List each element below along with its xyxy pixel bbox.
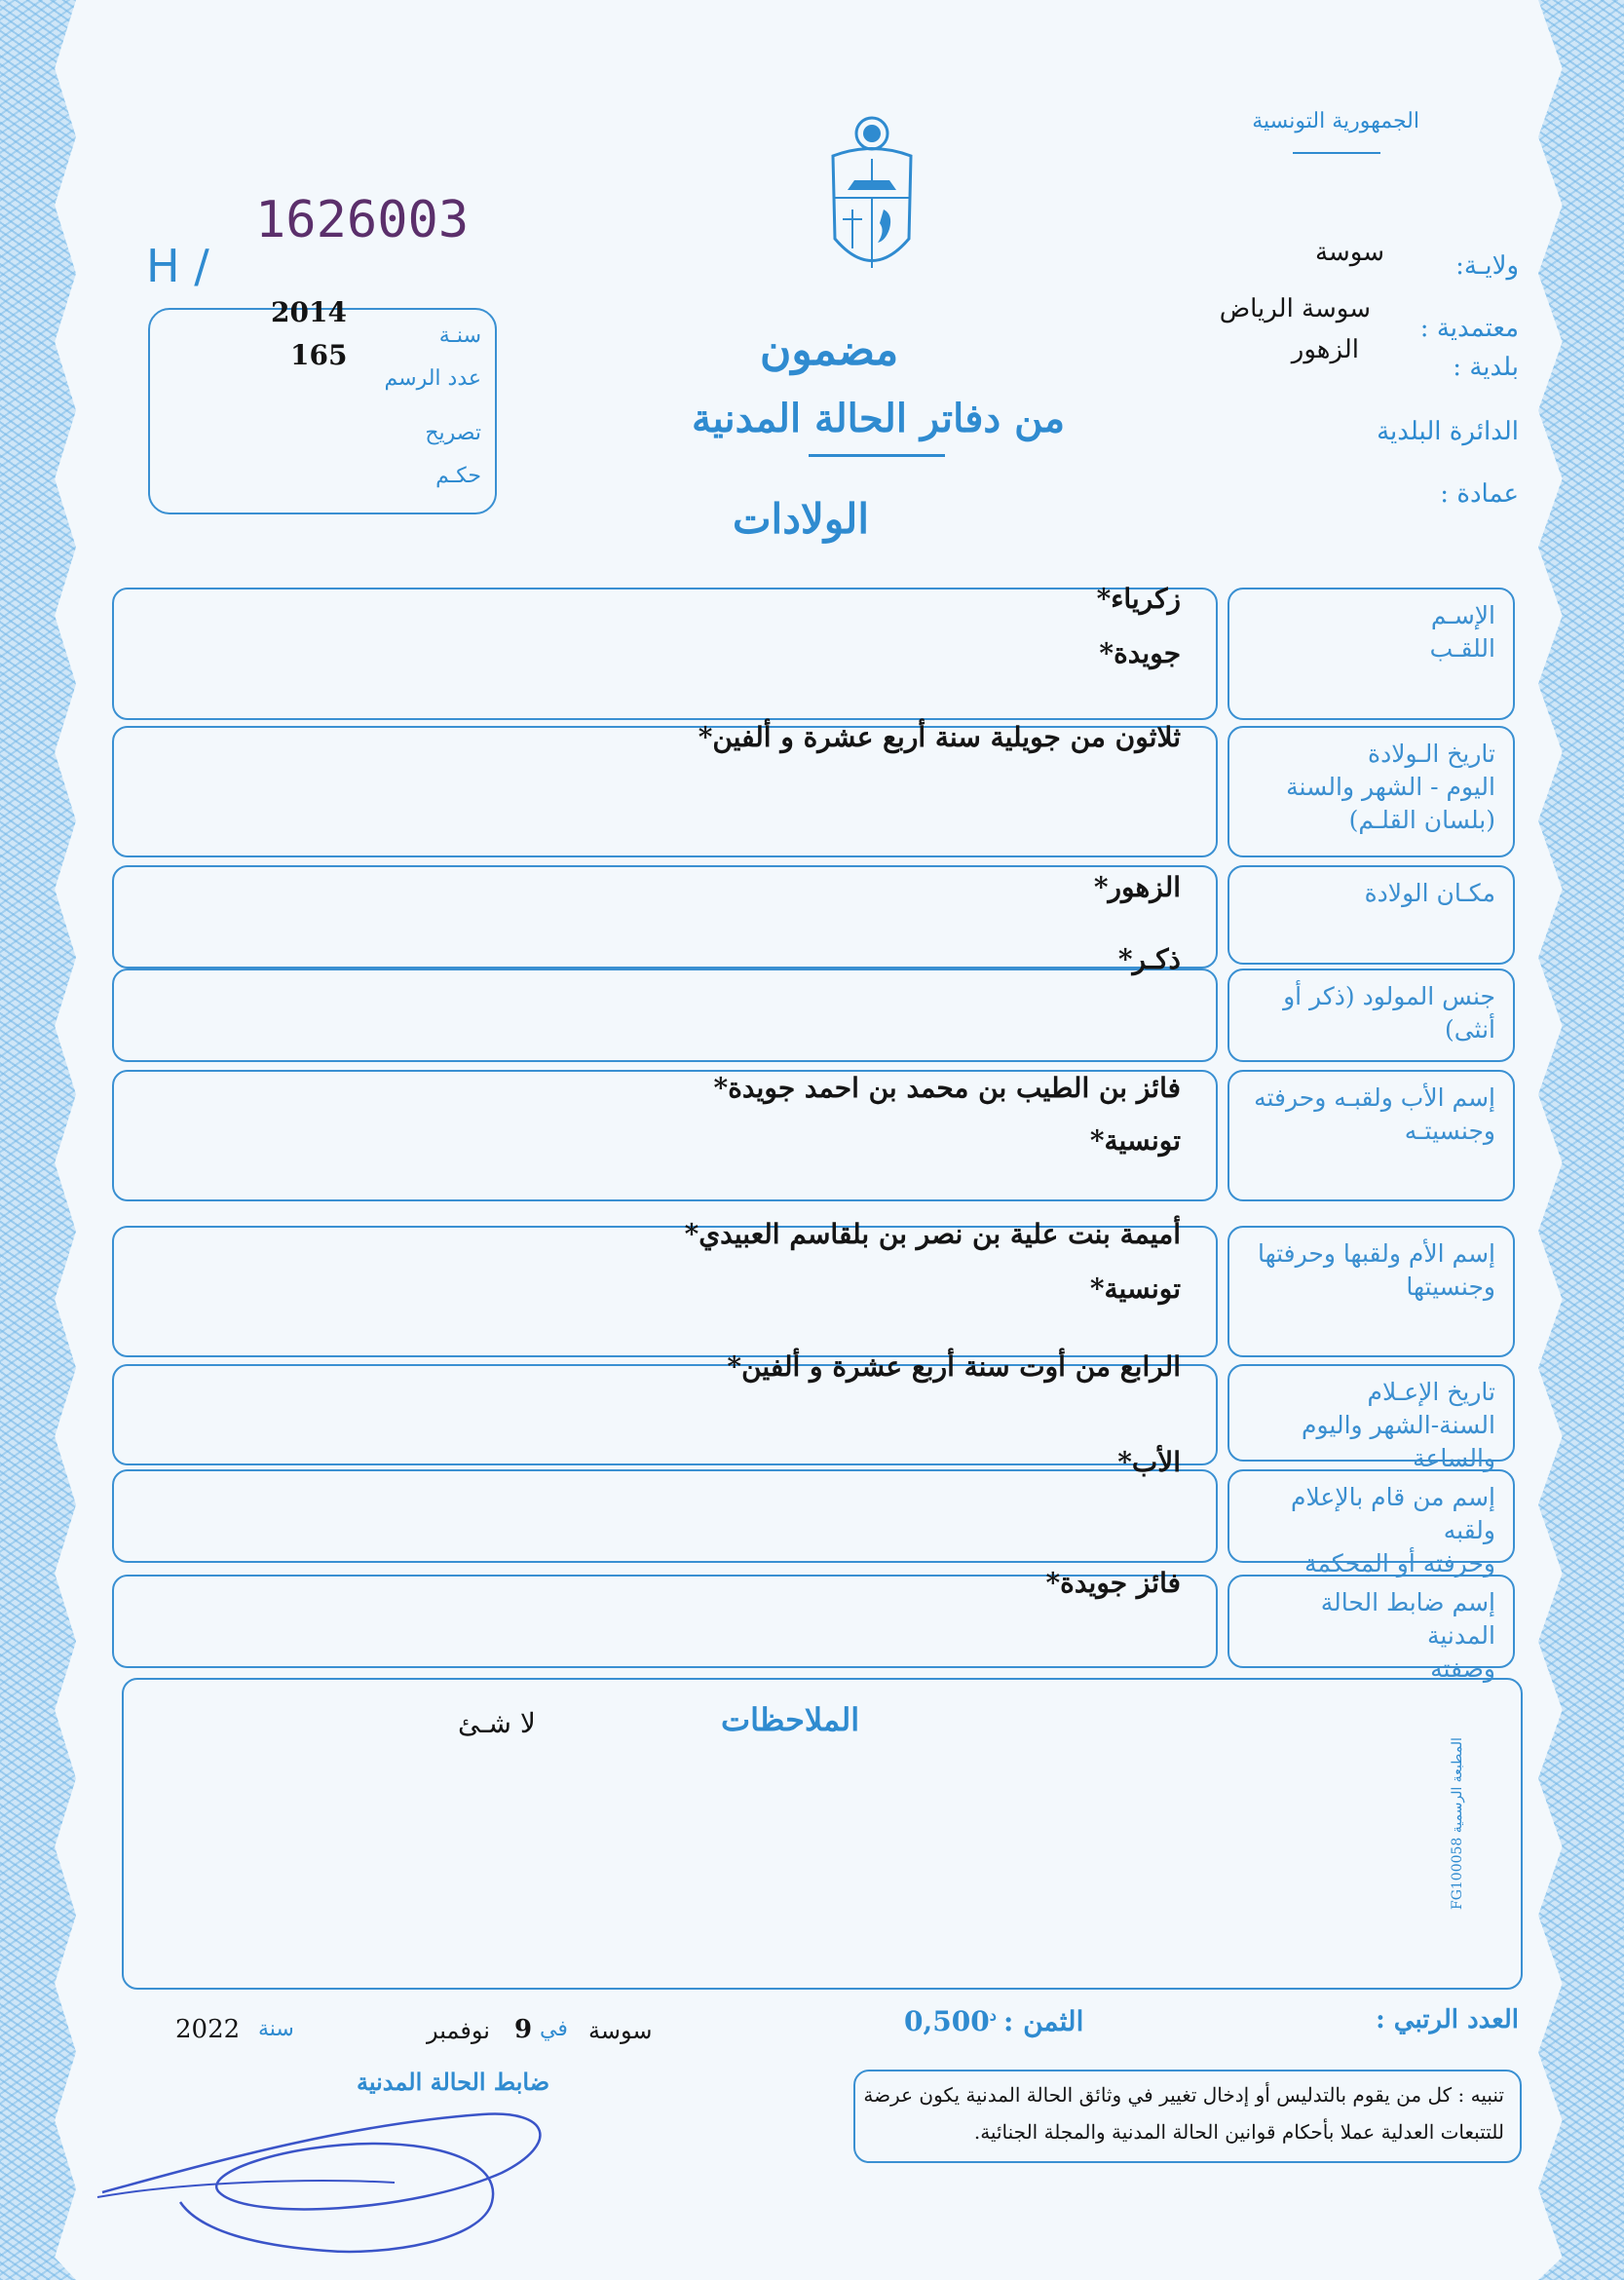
field-label-line: إسم الأم ولقبها وحرفتها: [1257, 1239, 1495, 1268]
district-label: الدائرة البلدية: [1377, 417, 1519, 446]
field-value-box-1: [112, 588, 1218, 720]
delegation-value: سوسة الرياض: [1219, 294, 1371, 323]
field-label-box-6: [1227, 1226, 1515, 1357]
field-label-box-5: [1227, 1070, 1515, 1201]
field-value-text: تونسية*: [1089, 1124, 1181, 1157]
price-amount: 0,500: [904, 2005, 990, 2037]
registry-year-value: 2014: [271, 296, 347, 328]
issue-year: 2022: [175, 2015, 241, 2044]
field-label-box-9: [1227, 1575, 1515, 1683]
field-value-text: زكرياء*: [1096, 583, 1181, 615]
governorate-value: سوسة: [1315, 238, 1384, 267]
right-security-border: [1538, 0, 1624, 2280]
field-label-line: وصفته: [1430, 1653, 1495, 1683]
municipality-value: الزهور: [1291, 335, 1359, 364]
governorate-label: ولايـة:: [1455, 251, 1519, 281]
field-value-box-4: [112, 969, 1218, 1062]
field-label-line: إسم الأب ولقبـه وحرفته: [1254, 1083, 1495, 1112]
coat-of-arms-emblem: [823, 112, 921, 287]
field-label-box-1: [1227, 588, 1515, 720]
field-label-line: تاريخ الـولادة: [1368, 740, 1495, 768]
republic-label: الجمهورية التونسية: [1252, 109, 1419, 133]
officer-title: ضابط الحالة المدنية: [357, 2068, 550, 2096]
registry-year-label: سنـة: [438, 323, 481, 348]
sector-label: عمادة :: [1440, 479, 1519, 509]
field-value-box-3: [112, 865, 1218, 969]
issue-date-prefix: في: [540, 2017, 568, 2041]
issue-place: سوسة: [588, 2017, 653, 2044]
field-label-line: تاريخ الإعـلام: [1367, 1378, 1495, 1406]
price-label: الثمن :: [1003, 2005, 1084, 2037]
field-value-text: ثلاثون من جويلية سنة أربع عشرة و ألفين*: [698, 721, 1181, 753]
field-value-text: الزهور*: [1093, 871, 1181, 903]
field-label-line: السنة-الشهر واليوم والساعة: [1302, 1410, 1495, 1472]
warning-notice-box: [853, 2070, 1522, 2163]
municipality-label: بلدية :: [1453, 353, 1519, 382]
field-value-text: تونسية*: [1089, 1273, 1181, 1305]
field-value-text: جويدة*: [1099, 637, 1181, 669]
field-label-line: وحرفته أو المحكمة: [1304, 1548, 1495, 1577]
serial-number: 1626003: [255, 191, 470, 249]
field-label-line: إسم ضابط الحالة المدنية: [1320, 1588, 1495, 1650]
republic-underline: [1293, 152, 1380, 154]
field-label-line: جنس المولود (ذكر أو أنثى): [1283, 982, 1495, 1044]
price-value: [904, 2005, 997, 2037]
section-title: الولادات: [733, 495, 870, 543]
price-unit: د: [989, 2005, 997, 2025]
document-subtitle: من دفاتر الحالة المدنية: [692, 396, 1065, 441]
field-label-box-3: [1227, 865, 1515, 965]
field-label-box-4: [1227, 969, 1515, 1062]
subtitle-underline: [809, 454, 945, 457]
warning-line-2: للتتبعات العدلية عملا بأحكام قوانين الحالة المدنية والمجلة الجنائية.: [973, 2120, 1504, 2144]
declaration-label: تصريح: [425, 421, 481, 445]
field-label-line: الإسـم: [1430, 601, 1495, 629]
warning-line-1: تنبيه : كل من يقوم بالتدليس أو إدخال تغيير في وثائق الحالة المدنية يكون عرضة: [863, 2083, 1504, 2107]
field-value-text: فائز بن الطيب بن محمد بن احمد جويدة*: [713, 1072, 1181, 1104]
field-value-text: ذكـر*: [1117, 943, 1181, 975]
delegation-label: معتمدية :: [1419, 314, 1519, 343]
field-value-text: فائز جويدة*: [1045, 1567, 1181, 1599]
judgment-label: حكـم: [435, 464, 481, 488]
field-label-line: اللقـب: [1429, 633, 1495, 663]
left-security-border: [0, 0, 76, 2280]
field-label-line: إسم من قام بالإعلام ولقبه: [1291, 1483, 1495, 1544]
registry-record-label: عدد الرسم: [384, 366, 481, 391]
document-title: مضمون: [760, 325, 899, 375]
remarks-value: لا شـئ: [458, 1707, 536, 1739]
field-label-box-7: [1227, 1364, 1515, 1472]
printer-code: المطبعة الرسمية FG100058: [1450, 1737, 1465, 1910]
issue-year-label: سنة: [258, 2017, 294, 2041]
officer-signature: [93, 2085, 580, 2261]
remarks-label: الملاحظات: [721, 1701, 860, 1738]
field-value-text: الأب*: [1117, 1446, 1181, 1478]
registry-record-value: 165: [290, 339, 348, 371]
field-label-box-8: [1227, 1469, 1515, 1577]
field-value-box-8: [112, 1469, 1218, 1563]
ordinal-number-label: العدد الرتبي :: [1376, 2005, 1519, 2034]
field-value-text: الرابع من أوت سنة أربع عشرة و ألفين*: [727, 1350, 1181, 1383]
issue-day: 9: [514, 2015, 533, 2044]
field-label-line: اليوم - الشهر والسنة: [1286, 772, 1495, 801]
field-label-line: وجنسيتـه: [1404, 1116, 1495, 1145]
field-value-text: أميمة بنت علية بن نصر بن بلقاسم العبيدي*: [684, 1218, 1181, 1250]
field-label-line: وجنسيتها: [1406, 1272, 1495, 1301]
registry-box: [148, 296, 497, 514]
field-label-line: مكـان الولادة: [1364, 879, 1495, 907]
series-prefix: H /: [146, 240, 209, 292]
field-label-line: (بلسان القلـم): [1348, 805, 1495, 834]
field-label-box-2: [1227, 726, 1515, 857]
issue-month: نوفمبر: [427, 2017, 490, 2044]
